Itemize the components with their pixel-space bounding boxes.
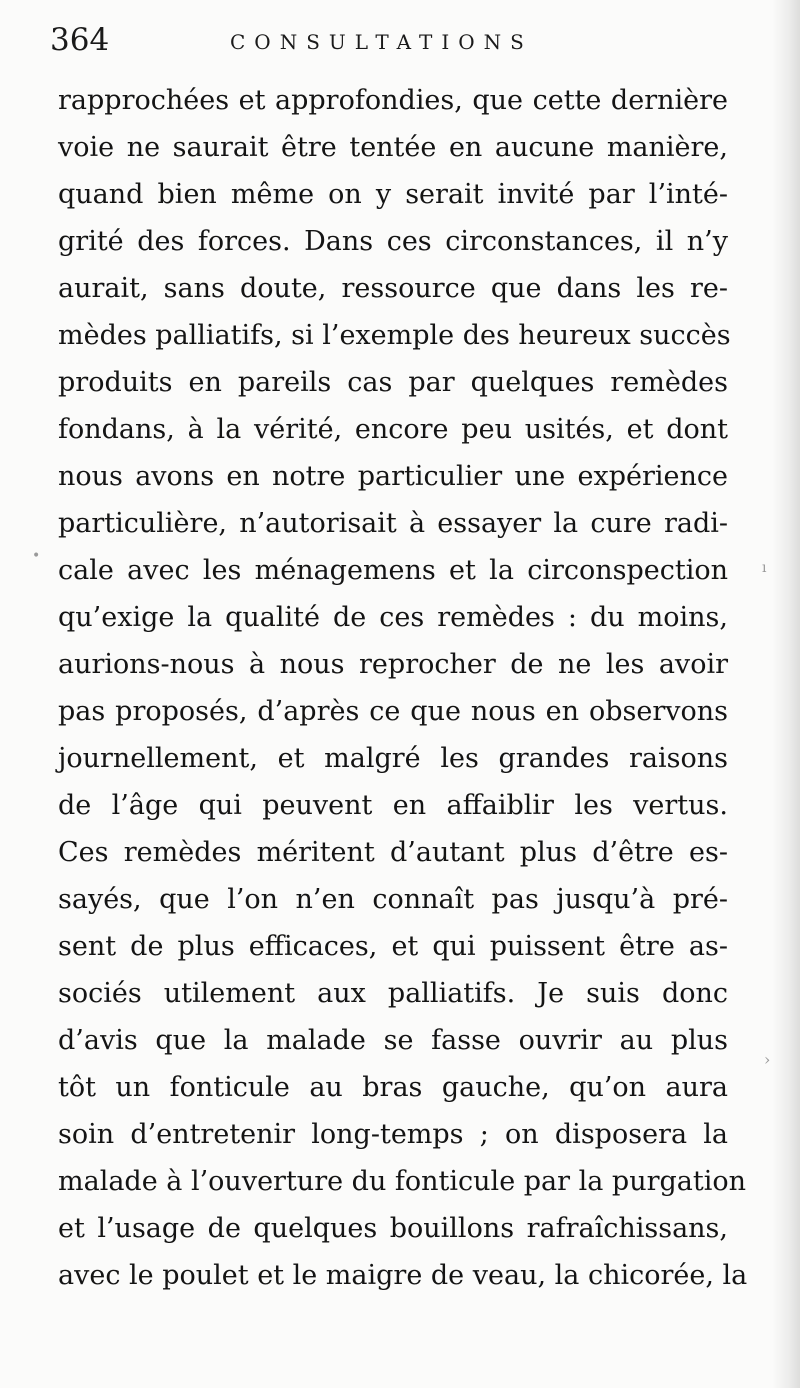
text-line: voie ne saurait être tentée en aucune manière, xyxy=(58,132,728,163)
text-line: Ces remèdes méritent d’autant plus d’être es- xyxy=(58,837,728,868)
text-line: quand bien même on y serait invité par l’inté- xyxy=(58,179,728,210)
text-line: sociés utilement aux palliatifs. Je suis donc xyxy=(58,978,728,1009)
ink-speck: › xyxy=(764,1050,771,1069)
text-line: sayés, que l’on n’en connaît pas jusqu’à pré- xyxy=(58,884,728,915)
text-line: produits en pareils cas par quelques remèdes xyxy=(58,367,728,398)
spine-shadow xyxy=(772,0,800,1388)
text-line: d’avis que la malade se fasse ouvrir au plus xyxy=(58,1025,728,1056)
text-line: qu’exige la qualité de ces remèdes : du moins, xyxy=(58,602,728,633)
text-line: fondans, à la vérité, encore peu usités, et dont xyxy=(58,414,728,445)
text-line: aurions-nous à nous reprocher de ne les avoir xyxy=(58,649,728,680)
text-line: journellement, et malgré les grandes raisons xyxy=(58,743,728,774)
page-number: 364 xyxy=(50,22,110,58)
text-line: aurait, sans doute, ressource que dans les re- xyxy=(58,273,728,304)
text-line: soin d’entretenir long-temps ; on disposera la xyxy=(58,1119,728,1150)
text-line: pas proposés, d’après ce que nous en observons xyxy=(58,696,728,727)
text-line: sent de plus efficaces, et qui puissent être as- xyxy=(58,931,728,962)
page-header xyxy=(50,22,740,70)
text-line: grité des forces. Dans ces circonstances, il n’y xyxy=(58,226,728,257)
text-line: particulière, n’autorisait à essayer la cure radi- xyxy=(58,508,728,539)
text-line: avec le poulet et le maigre de veau, la chicorée, la xyxy=(58,1260,748,1291)
text-line: malade à l’ouverture du fonticule par la purgation xyxy=(58,1166,747,1197)
text-line: et l’usage de quelques bouillons rafraîchissans, xyxy=(58,1213,728,1244)
text-line: rapprochées et approfondies, que cette dernière xyxy=(58,85,728,116)
ink-speck: ı xyxy=(762,560,767,576)
body-text xyxy=(58,77,748,1299)
text-line: nous avons en notre particulier une expérience xyxy=(58,461,728,492)
text-line: mèdes palliatifs, si l’exemple des heureux succès xyxy=(58,320,731,351)
text-line: tôt un fonticule au bras gauche, qu’on aura xyxy=(58,1072,728,1103)
ink-speck: • xyxy=(32,548,41,564)
running-head: CONSULTATIONS xyxy=(230,30,533,54)
text-line: cale avec les ménagemens et la circonspection xyxy=(58,555,728,586)
text-line: de l’âge qui peuvent en affaiblir les vertus. xyxy=(58,790,728,821)
